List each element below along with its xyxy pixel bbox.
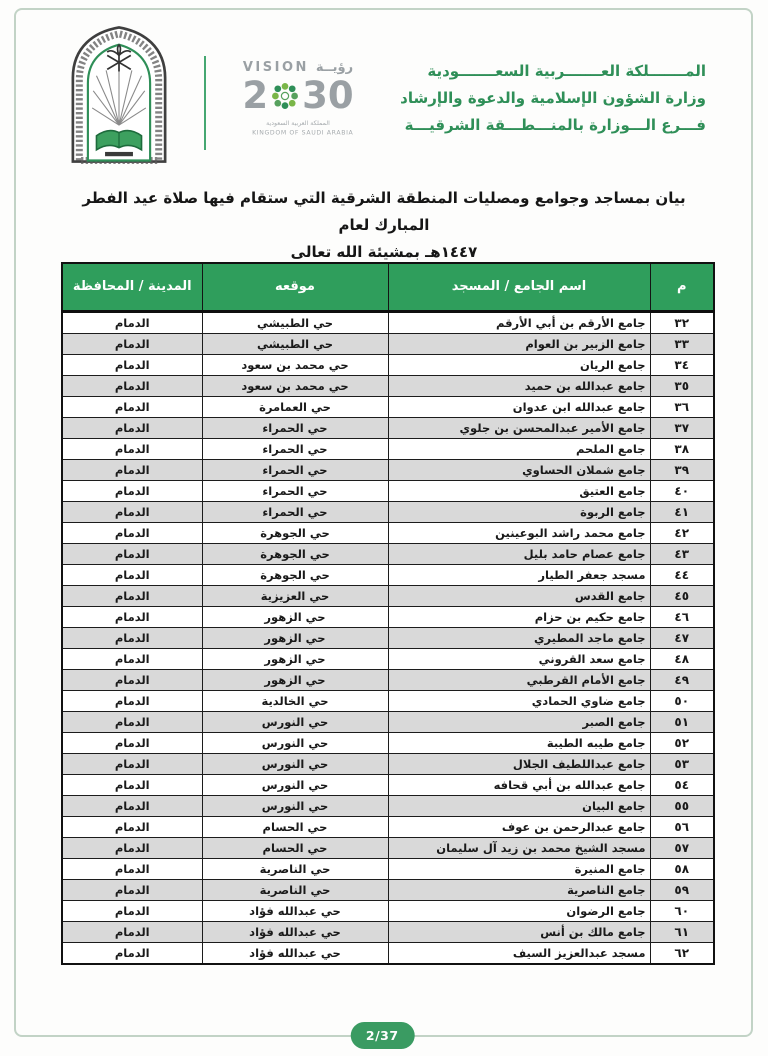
table-row [62, 837, 714, 858]
table-row [62, 921, 714, 942]
table-row [62, 564, 714, 585]
cell-location: حي العمامرة [202, 396, 388, 417]
cell-location: حي الزهور [202, 627, 388, 648]
cell-name: جامع العتيق [388, 480, 650, 501]
ministry-header-text [400, 58, 706, 139]
cell-number: ٤٢ [650, 522, 714, 543]
cell-name: جامع عبدالله بن حميد [388, 375, 650, 396]
cell-location: حي الزهور [202, 669, 388, 690]
cell-city: الدمام [62, 816, 202, 837]
cell-city: الدمام [62, 375, 202, 396]
cell-city: الدمام [62, 459, 202, 480]
cell-city: الدمام [62, 501, 202, 522]
cell-city: الدمام [62, 354, 202, 375]
table-row [62, 669, 714, 690]
cell-number: ٥٢ [650, 732, 714, 753]
vision-2030-logo [224, 60, 372, 149]
cell-name: جامع القدس [388, 585, 650, 606]
cell-location: حي الناصرية [202, 858, 388, 879]
header-divider [204, 56, 206, 150]
cell-city: الدمام [62, 585, 202, 606]
table-row [62, 417, 714, 438]
title-line-1: بيان بمساجد وجوامع ومصليات المنطقة الشرقية التي ستقام فيها صلاة عيد الفطر المبارك لعام [82, 189, 686, 234]
cell-name: جامع مالك بن أنس [388, 921, 650, 942]
cell-city: الدمام [62, 795, 202, 816]
cell-number: ٣٥ [650, 375, 714, 396]
cell-name: جامع المنيرة [388, 858, 650, 879]
cell-number: ٥٨ [650, 858, 714, 879]
cell-number: ٤٠ [650, 480, 714, 501]
table-row [62, 816, 714, 837]
cell-number: ٤٩ [650, 669, 714, 690]
cell-city: الدمام [62, 921, 202, 942]
vision-logo-word-en: VISION [242, 60, 309, 75]
cell-location: حي عبدالله فؤاد [202, 900, 388, 921]
cell-location: حي النورس [202, 711, 388, 732]
cell-name: جامع ماجد المطيري [388, 627, 650, 648]
vision-year-suffix: 30 [302, 74, 354, 117]
table-row [62, 375, 714, 396]
cell-city: الدمام [62, 837, 202, 858]
table-row [62, 795, 714, 816]
cell-location: حي محمد بن سعود [202, 375, 388, 396]
table-row [62, 354, 714, 375]
table-row [62, 522, 714, 543]
table-row [62, 879, 714, 900]
table-row [62, 333, 714, 354]
mosque-table [61, 262, 715, 965]
cell-name: جامع عبدالله ابن عدوان [388, 396, 650, 417]
cell-city: الدمام [62, 942, 202, 964]
vision-logo-word-ar: رؤيــة [315, 60, 354, 75]
cell-city: الدمام [62, 480, 202, 501]
cell-number: ٣٧ [650, 417, 714, 438]
cell-number: ٣٩ [650, 459, 714, 480]
cell-name: جامع طيبه الطيبة [388, 732, 650, 753]
cell-number: ٤٧ [650, 627, 714, 648]
cell-city: الدمام [62, 522, 202, 543]
table-row [62, 501, 714, 522]
vision-year-prefix: 2 [242, 74, 269, 117]
table-row [62, 396, 714, 417]
cell-name: جامع الريان [388, 354, 650, 375]
table-row [62, 900, 714, 921]
cell-name: جامع الملحم [388, 438, 650, 459]
cell-city: الدمام [62, 333, 202, 354]
cell-location: حي الحمراء [202, 480, 388, 501]
cell-number: ٥٧ [650, 837, 714, 858]
cell-name: جامع عبدالرحمن بن عوف [388, 816, 650, 837]
table-row [62, 606, 714, 627]
cell-number: ٥٥ [650, 795, 714, 816]
header-line-kingdom: المـــــــلكة العـــــــربية السعـــــــودية [427, 62, 706, 80]
cell-city: الدمام [62, 438, 202, 459]
cell-number: ٣٣ [650, 333, 714, 354]
cell-location: حي الحسام [202, 837, 388, 858]
cell-number: ٣٦ [650, 396, 714, 417]
table-row [62, 459, 714, 480]
cell-location: حي الحمراء [202, 501, 388, 522]
cell-city: الدمام [62, 543, 202, 564]
cell-location: حي عبدالله فؤاد [202, 921, 388, 942]
table-row [62, 942, 714, 964]
cell-city: الدمام [62, 669, 202, 690]
vision-caption-ar: المملكة العربية السعودية [266, 120, 330, 128]
table-row [62, 648, 714, 669]
cell-name: جامع حكيم بن حزام [388, 606, 650, 627]
header-line-branch: فـــرع الـــوزارة بالمنـــطـــقة الشرقيـــة [404, 116, 706, 134]
cell-city: الدمام [62, 690, 202, 711]
cell-name: جامع الأمام القرطبي [388, 669, 650, 690]
cell-number: ٥٤ [650, 774, 714, 795]
cell-name: جامع عصام حامد بليل [388, 543, 650, 564]
table-row [62, 627, 714, 648]
cell-city: الدمام [62, 774, 202, 795]
cell-number: ٥١ [650, 711, 714, 732]
cell-city: الدمام [62, 311, 202, 333]
cell-city: الدمام [62, 627, 202, 648]
cell-location: حي الزهور [202, 606, 388, 627]
mosque-table-body [62, 311, 714, 964]
cell-location: حي النورس [202, 774, 388, 795]
table-row [62, 480, 714, 501]
cell-number: ٣٨ [650, 438, 714, 459]
cell-city: الدمام [62, 879, 202, 900]
cell-location: حي النورس [202, 795, 388, 816]
cell-city: الدمام [62, 900, 202, 921]
title-line-2: ١٤٤٧هـ بمشيئة الله تعالى [290, 243, 478, 261]
cell-number: ٦١ [650, 921, 714, 942]
cell-name: جامع الأمير عبدالمحسن بن جلوي [388, 417, 650, 438]
cell-location: حي النورس [202, 732, 388, 753]
cell-location: حي الناصرية [202, 879, 388, 900]
header-line-ministry: وزارة الشؤون الإسلامية والدعوة والإرشاد [400, 89, 706, 107]
cell-number: ٤٣ [650, 543, 714, 564]
cell-city: الدمام [62, 648, 202, 669]
vision-logo-year [224, 74, 372, 117]
column-header-city: المدينة / المحافظة [62, 263, 202, 311]
cell-location: حي الحمراء [202, 417, 388, 438]
cell-location: حي الجوهرة [202, 543, 388, 564]
cell-name: جامع محمد راشد البوعينين [388, 522, 650, 543]
vision-caption-en: KINGDOM OF SAUDI ARABIA [252, 129, 354, 137]
cell-name: جامع الصبر [388, 711, 650, 732]
cell-location: حي الحسام [202, 816, 388, 837]
cell-number: ٥٦ [650, 816, 714, 837]
cell-location: حي الجوهرة [202, 522, 388, 543]
cell-name: جامع شملان الحساوي [388, 459, 650, 480]
cell-number: ٣٤ [650, 354, 714, 375]
table-row [62, 311, 714, 333]
cell-number: ٥٠ [650, 690, 714, 711]
cell-name: جامع ضاوي الحمادي [388, 690, 650, 711]
cell-number: ٤٦ [650, 606, 714, 627]
cell-location: حي الطبيشي [202, 311, 388, 333]
column-header-number: م [650, 263, 714, 311]
document-title [64, 185, 704, 266]
cell-name: مسجد عبدالعزيز السيف [388, 942, 650, 964]
cell-city: الدمام [62, 711, 202, 732]
cell-location: حي محمد بن سعود [202, 354, 388, 375]
cell-number: ٦٢ [650, 942, 714, 964]
cell-number: ٦٠ [650, 900, 714, 921]
cell-location: حي الحمراء [202, 438, 388, 459]
table-row [62, 711, 714, 732]
table-row [62, 690, 714, 711]
cell-city: الدمام [62, 564, 202, 585]
table-header [62, 263, 714, 311]
cell-city: الدمام [62, 417, 202, 438]
cell-number: ٤٥ [650, 585, 714, 606]
cell-name: جامع البيان [388, 795, 650, 816]
cell-name: جامع الرضوان [388, 900, 650, 921]
column-header-name: اسم الجامع / المسجد [388, 263, 650, 311]
table-row [62, 774, 714, 795]
cell-location: حي النورس [202, 753, 388, 774]
cell-location: حي عبدالله فؤاد [202, 942, 388, 964]
cell-number: ٣٢ [650, 311, 714, 333]
cell-city: الدمام [62, 732, 202, 753]
table-row [62, 438, 714, 459]
column-header-location: موقعه [202, 263, 388, 311]
cell-name: مسجد جعفر الطيار [388, 564, 650, 585]
cell-name: جامع الأرقم بن أبي الأرقم [388, 311, 650, 333]
cell-number: ٤٤ [650, 564, 714, 585]
page-number-badge: 2/37 [350, 1022, 414, 1049]
vision-rosette-icon [269, 80, 301, 112]
table-row [62, 585, 714, 606]
table-row [62, 732, 714, 753]
table-row [62, 753, 714, 774]
cell-city: الدمام [62, 753, 202, 774]
cell-city: الدمام [62, 858, 202, 879]
cell-location: حي الخالدية [202, 690, 388, 711]
cell-number: ٥٣ [650, 753, 714, 774]
cell-location: حي الطبيشي [202, 333, 388, 354]
cell-number: ٥٩ [650, 879, 714, 900]
cell-location: حي العزيزية [202, 585, 388, 606]
cell-name: مسجد الشيخ محمد بن زيد آل سليمان [388, 837, 650, 858]
cell-location: حي الحمراء [202, 459, 388, 480]
cell-name: جامع الربوة [388, 501, 650, 522]
cell-name: جامع عبداللطيف الجلال [388, 753, 650, 774]
cell-number: ٤٨ [650, 648, 714, 669]
ministry-emblem-icon [60, 22, 178, 170]
cell-location: حي الجوهرة [202, 564, 388, 585]
table-row [62, 858, 714, 879]
cell-number: ٤١ [650, 501, 714, 522]
cell-name: جامع الناصرية [388, 879, 650, 900]
cell-name: جامع الزبير بن العوام [388, 333, 650, 354]
cell-name: جامع عبدالله بن أبي قحافه [388, 774, 650, 795]
table-row [62, 543, 714, 564]
cell-location: حي الزهور [202, 648, 388, 669]
cell-city: الدمام [62, 396, 202, 417]
cell-name: جامع سعد القروني [388, 648, 650, 669]
cell-city: الدمام [62, 606, 202, 627]
